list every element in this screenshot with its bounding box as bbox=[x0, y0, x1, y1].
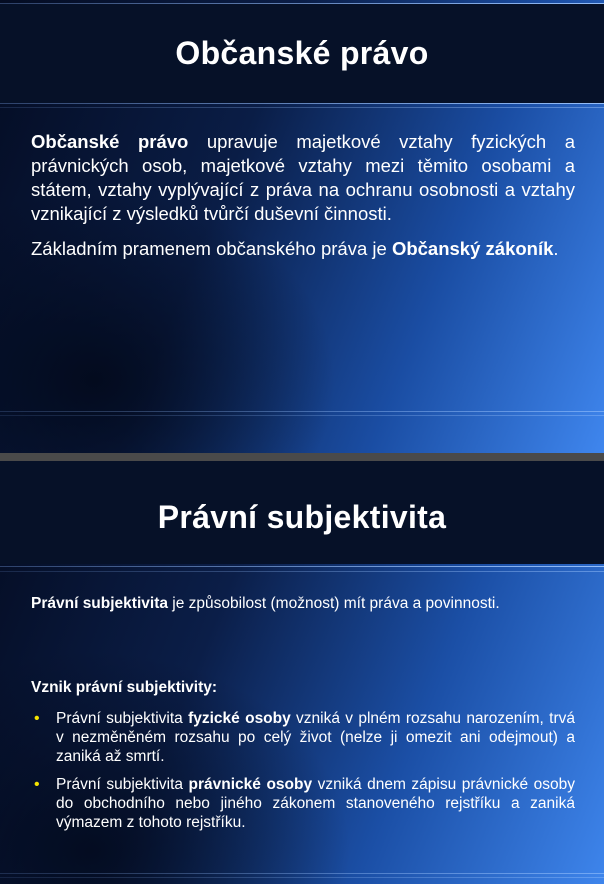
paragraph-definition bbox=[31, 594, 575, 613]
paragraph-source bbox=[31, 237, 575, 261]
bullet-text-bold: právnické osoby bbox=[188, 776, 313, 793]
term-bold: Právní subjektivita bbox=[31, 595, 168, 612]
definition-block bbox=[31, 594, 575, 613]
source-text: Základním pramenem občanského práva je bbox=[31, 238, 392, 259]
paragraph-definition bbox=[31, 130, 575, 226]
list-item bbox=[31, 709, 575, 766]
slide-body bbox=[31, 130, 575, 272]
slide-title: Občanské právo bbox=[175, 35, 429, 71]
bottom-rule bbox=[0, 411, 604, 412]
bullet-text-post: vzniká dnem zápisu právnické osoby do obchodního nebo jiného zákonem stanoveného rejstříku a zaniká výmazem z tohoto rejstříku. bbox=[56, 776, 575, 831]
title-rule bbox=[0, 566, 604, 567]
bullet-text-post: vzniká v plném rozsahu narozením, trvá v nezměněném rozsahu po celý život (nelze ji omezit ani odejmout) a zaniká až smrtí. bbox=[56, 710, 575, 765]
bullet-icon: • bbox=[34, 776, 40, 793]
term-bold: Občanské právo bbox=[31, 131, 189, 152]
bullet-text-bold: fyzické osoby bbox=[188, 710, 291, 727]
bottom-rule-secondary bbox=[0, 415, 604, 416]
bottom-rule-secondary bbox=[0, 877, 604, 878]
list-item bbox=[31, 775, 575, 832]
definition-text: upravuje majetkové vztahy fyzických a právnických osob, majetkové vztahy mezi těmito osobami a státem, vztahy vyplývající z práva na ochranu osobnosti a vztahy vznikající z výsledků tvůrčí duševní činnosti. bbox=[31, 131, 576, 224]
source-end: . bbox=[553, 238, 559, 259]
title-rule bbox=[0, 103, 604, 104]
slide-separator bbox=[0, 453, 604, 461]
title-rule-secondary bbox=[0, 107, 604, 108]
definition-text: je způsobilost (možnost) mít práva a povinnosti. bbox=[167, 595, 500, 612]
slide-title: Právní subjektivita bbox=[157, 499, 447, 535]
slide-pravni-subjektivita bbox=[0, 461, 604, 884]
section-heading: Vznik právní subjektivity: bbox=[31, 679, 218, 696]
bottom-rule bbox=[0, 873, 604, 874]
bullet-list bbox=[31, 709, 575, 832]
origin-section bbox=[31, 678, 575, 841]
source-bold: Občanský zákoník bbox=[391, 238, 554, 259]
bullet-text-pre: Právní subjektivita bbox=[56, 710, 189, 727]
title-rule-secondary bbox=[0, 571, 604, 572]
bullet-icon: • bbox=[34, 710, 40, 727]
bullet-text-pre: Právní subjektivita bbox=[56, 776, 189, 793]
